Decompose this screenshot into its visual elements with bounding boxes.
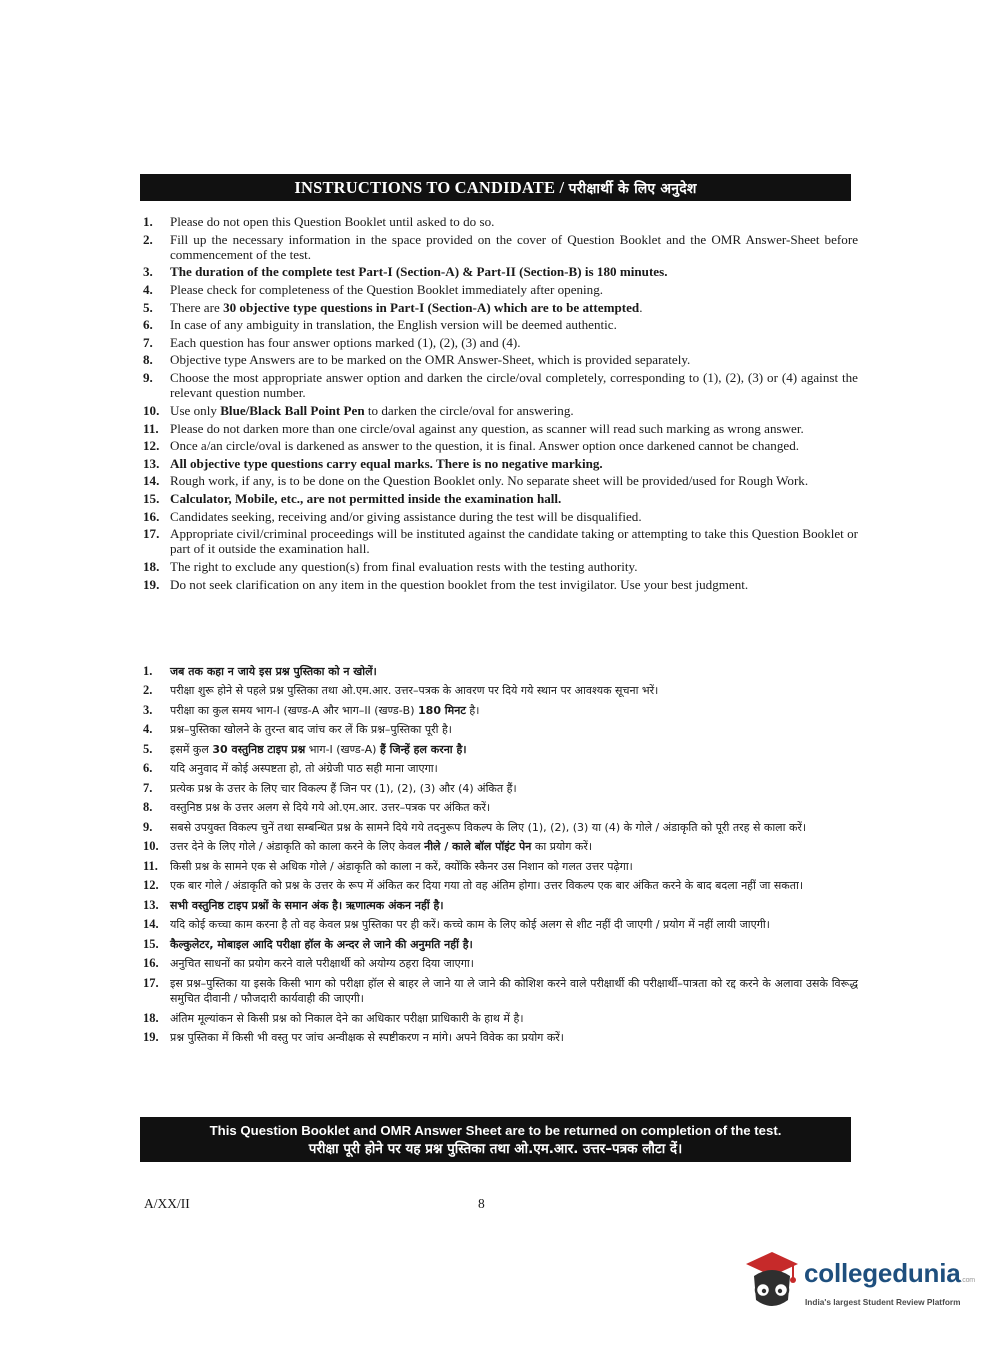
instruction-text-bold: जब तक कहा न जाये इस प्रश्न पुस्तिका को न खोलें।	[170, 665, 377, 678]
instruction-text	[170, 232, 858, 263]
instruction-text-bold: The duration of the complete test Part-I (Section-A) & Part-II (Section-B) is 180 minutes.	[170, 264, 668, 280]
instruction-text	[170, 526, 858, 557]
instruction-number: 9.	[143, 819, 153, 834]
instruction-number: 13.	[143, 897, 159, 912]
instruction-text-segment: प्रश्न–पुस्तिका खोलने के तुरन्त बाद जांच कर लें कि प्रश्न–पुस्तिका पूरी है।	[170, 723, 452, 737]
instructions-header	[140, 174, 851, 201]
instruction-item	[143, 703, 858, 719]
instruction-number: 15.	[143, 490, 160, 506]
instruction-text-segment: इस प्रश्न–पुस्तिका या इसके किसी भाग को परीक्षा हॉल से बाहर ले जाने या ले जाने की कोशिश करने वाले परीक्षार्थी की परीक्षार्थी–पात्रता को रद्द करने के अलावा उसके विरूद्ध समुचित दीवानी / फौजदारी कार्यवाही की जाएगी।	[170, 976, 858, 1006]
instruction-text	[170, 1011, 858, 1027]
instruction-number: 6.	[143, 761, 153, 776]
instruction-text-segment: Please do not open this Question Booklet until asked to do so.	[170, 214, 495, 229]
instruction-item	[143, 282, 858, 297]
instruction-text	[170, 898, 858, 914]
instruction-text	[170, 859, 858, 875]
instruction-number: 3.	[143, 702, 153, 717]
instruction-text-bold: हैं जिन्हें हल करना है।	[379, 742, 467, 756]
instruction-text-bold: कैल्कुलेटर, मोबाइल आदि परीक्षा हॉल के अन्दर ले जाने की अनुमति नहीं है।	[170, 937, 473, 951]
instruction-item	[143, 878, 858, 894]
instruction-item	[143, 839, 858, 855]
instruction-number: 19.	[143, 1030, 159, 1045]
instruction-text	[170, 421, 858, 436]
instruction-text	[170, 664, 858, 680]
instruction-number: 11.	[143, 858, 158, 873]
instruction-number: 8.	[143, 352, 153, 368]
instruction-text	[170, 456, 858, 471]
header-separator: /	[555, 178, 569, 197]
instruction-item	[143, 317, 858, 332]
instruction-text	[170, 300, 858, 315]
instruction-number: 2.	[143, 683, 153, 698]
instruction-text-bold: All objective type questions carry equal marks. There is no negative marking.	[170, 455, 603, 471]
collegedunia-logo	[742, 1250, 975, 1316]
instruction-text	[170, 559, 858, 574]
instruction-text	[170, 820, 858, 836]
instruction-text	[170, 473, 858, 488]
instruction-number: 17.	[143, 526, 160, 542]
instruction-item	[143, 683, 858, 699]
instruction-number: 5.	[143, 299, 153, 315]
instruction-text-segment: का प्रयोग करें।	[531, 840, 593, 854]
instruction-text-bold: 180 मिनट	[418, 703, 466, 717]
brand-wordmark	[804, 1258, 975, 1289]
instruction-text-segment: Choose the most appropriate answer option and darken the circle/oval completely, corresponding to (1), (2), (3) or (4) against the relevant question number.	[170, 370, 858, 401]
instruction-text-segment: परीक्षा का कुल समय भाग-I (खण्ड-A और भाग–II (खण्ड-B)	[170, 703, 419, 717]
instruction-number: 18.	[143, 558, 160, 574]
header-title-hi: परीक्षार्थी के लिए अनुदेश	[568, 181, 697, 197]
instruction-item	[143, 859, 858, 875]
instruction-number: 13.	[143, 455, 160, 471]
instruction-text	[170, 335, 858, 350]
instruction-text-segment: प्रश्न पुस्तिका में किसी भी वस्तु पर जांच अन्वीक्षक से स्पष्टीकरण न मांगे। अपने विवेक का प्रयोग करें।	[170, 1031, 564, 1045]
instruction-text	[170, 352, 858, 367]
instruction-item	[143, 781, 858, 797]
instruction-text-segment: There are	[170, 299, 224, 315]
instruction-item	[143, 976, 858, 1007]
instruction-item	[143, 577, 858, 592]
instruction-number: 7.	[143, 334, 153, 350]
instruction-number: 12.	[143, 878, 159, 893]
instruction-text	[170, 491, 858, 506]
instruction-item	[143, 438, 858, 453]
instruction-text-bold: 30 वस्तुनिष्ठ टाइप प्रश्न	[212, 742, 306, 756]
instruction-number: 1.	[143, 214, 153, 229]
instruction-item	[143, 1030, 858, 1046]
instruction-text-segment: The right to exclude any question(s) from final evaluation rests with the testing authority.	[170, 558, 638, 574]
instructions-hindi	[143, 664, 858, 1050]
return-notice	[140, 1117, 851, 1162]
instruction-number: 7.	[143, 780, 153, 795]
instruction-item	[143, 421, 858, 436]
instruction-text	[170, 703, 858, 719]
instruction-text	[170, 878, 858, 894]
instruction-text	[170, 742, 858, 758]
instruction-number: 5.	[143, 741, 153, 756]
instruction-number: 1.	[143, 664, 153, 678]
instruction-text	[170, 839, 858, 855]
instruction-item	[143, 300, 858, 315]
instruction-text-segment: Objective type Answers are to be marked on the OMR Answer-Sheet, which is provided separately.	[170, 352, 691, 368]
instruction-item	[143, 820, 858, 836]
instruction-item	[143, 509, 858, 524]
instruction-number: 14.	[143, 917, 159, 932]
instruction-text-segment: Please do not darken more than one circle/oval against any question, as scanner will read such marking as wrong answer.	[170, 420, 804, 436]
instruction-text-bold: 30 objective type questions in Part-I (Section-A) which are to be attempted	[223, 299, 640, 315]
instruction-text	[170, 917, 858, 933]
instruction-item	[143, 352, 858, 367]
instruction-item	[143, 1011, 858, 1027]
paper-code: A/XX/II	[144, 1196, 190, 1211]
header-title-en: INSTRUCTIONS TO CANDIDATE	[294, 178, 556, 197]
instruction-text-segment: Each question has four answer options marked (1), (2), (3) and (4).	[170, 334, 521, 350]
instruction-number: 16.	[143, 956, 159, 971]
brand-name: collegedunia	[804, 1258, 961, 1288]
instruction-number: 6.	[143, 317, 153, 333]
instruction-text-segment: है।	[465, 703, 480, 717]
instruction-text-segment: Please check for completeness of the Question Booklet immediately after opening.	[170, 282, 604, 298]
instruction-number: 14.	[143, 473, 160, 489]
instruction-number: 10.	[143, 839, 159, 854]
instruction-item	[143, 335, 858, 350]
instruction-text-segment: किसी प्रश्न के सामने एक से अधिक गोले / अंडाकृति को काला न करें, क्योंकि स्कैनर उस निशान को गलत उत्तर पढ़ेगा।	[170, 859, 633, 873]
instruction-text-bold: नीले / काले बॉल पॉइंट पेन	[424, 840, 532, 854]
instruction-item	[143, 491, 858, 506]
instruction-text-segment: एक बार गोले / अंडाकृति को प्रश्न के उत्तर के रूप में अंकित कर दिया गया तो वह अंतिम होगा। उत्तर विकल्प एक बार अंकित करने के बाद बदला नहीं जा सकता।	[170, 879, 804, 893]
instruction-text-bold: Blue/Black Ball Point Pen	[220, 402, 365, 418]
instruction-number: 12.	[143, 438, 160, 454]
instruction-text-segment: यदि कोई कच्चा काम करना है तो वह केवल प्रश्न पुस्तिका पर ही करें। कच्चे काम के लिए कोई अलग से शीट नहीं दी जाएगी / प्रयोग में नहीं लायी जाएगी।	[170, 918, 770, 932]
instruction-text	[170, 214, 858, 229]
instruction-item	[143, 232, 858, 263]
instruction-text-segment: वस्तुनिष्ठ प्रश्न के उत्तर अलग से दिये गये ओ.एम.आर. उत्तर–पत्रक पर अंकित करें।	[170, 801, 491, 815]
instruction-number: 16.	[143, 508, 160, 524]
instruction-number: 9.	[143, 370, 153, 386]
instruction-text-segment: अंतिम मूल्यांकन से किसी प्रश्न को निकाल देने का अधिकार परीक्षा प्राधिकारी के हाथ में है।	[170, 1011, 524, 1025]
instruction-text-segment: सबसे उपयुक्त विकल्प चुनें तथा सम्बन्धित प्रश्न के सामने दिये गये तदनुरूप विकल्प के लिए (1), (2), (3) या (4) के गोले / अंडाकृति को पूरी तरह से काला करें।	[170, 820, 807, 834]
instruction-text-segment: भाग-I (खण्ड-A)	[305, 742, 380, 756]
instruction-text-segment: In case of any ambiguity in translation, the English version will be deemed authentic.	[170, 317, 617, 333]
instruction-text	[170, 781, 858, 797]
instruction-item	[143, 722, 858, 738]
instruction-item	[143, 742, 858, 758]
instruction-item	[143, 898, 858, 914]
instruction-text-segment: Appropriate civil/criminal proceedings will be instituted against the candidate taking or attempting to take this Question Booklet or part of it outside the examination hall.	[170, 526, 858, 557]
instruction-text-bold: सभी वस्तुनिष्ठ टाइप प्रश्नों के समान अंक है। ऋणात्मक अंकन नहीं है।	[170, 898, 444, 912]
brand-suffix: .com	[960, 1277, 975, 1284]
instruction-item	[143, 456, 858, 471]
instruction-text-segment: Use only	[170, 402, 221, 418]
instruction-text-segment: Do not seek clarification on any item in the question booklet from the test invigilator. Use your best judgment.	[170, 576, 749, 592]
instruction-text	[170, 509, 858, 524]
instructions-english	[143, 214, 858, 594]
instruction-text-segment: to darken the circle/oval for answering.	[364, 402, 574, 418]
instruction-number: 18.	[143, 1010, 159, 1025]
instruction-text	[170, 370, 858, 401]
instruction-item	[143, 956, 858, 972]
instruction-text-segment: Candidates seeking, receiving and/or giving assistance during the test will be disqualified.	[170, 508, 642, 524]
instruction-text	[170, 976, 858, 1007]
instruction-text	[170, 403, 858, 418]
instruction-text-segment: यदि अनुवाद में कोई अस्पष्टता हो, तो अंग्रेजी पाठ सही माना जाएगा।	[170, 762, 438, 776]
instruction-item	[143, 761, 858, 777]
return-notice-en: This Question Booklet and OMR Answer Sheet are to be returned on completion of the test.	[209, 1123, 782, 1138]
instruction-text-segment: इसमें कुल	[170, 742, 213, 756]
instruction-item	[143, 664, 858, 680]
instruction-item	[143, 214, 858, 229]
page-number: 8	[478, 1196, 485, 1211]
instruction-number: 2.	[143, 231, 153, 247]
instruction-item	[143, 937, 858, 953]
instruction-item	[143, 917, 858, 933]
instruction-text-segment: .	[639, 299, 643, 315]
instruction-text	[170, 1030, 858, 1046]
instruction-number: 17.	[143, 975, 159, 990]
instruction-text	[170, 800, 858, 816]
instruction-text-segment: Fill up the necessary information in the space provided on the cover of Question Booklet and the OMR Answer-Sheet before commencement of the test.	[170, 231, 858, 262]
instruction-number: 19.	[143, 576, 160, 592]
instruction-text	[170, 937, 858, 953]
instruction-number: 10.	[143, 402, 160, 418]
instruction-number: 11.	[143, 420, 159, 436]
instruction-item	[143, 800, 858, 816]
instruction-number: 8.	[143, 800, 153, 815]
instruction-number: 4.	[143, 722, 153, 737]
instruction-text	[170, 264, 858, 279]
instruction-item	[143, 370, 858, 401]
instruction-item	[143, 403, 858, 418]
instruction-text-bold: Calculator, Mobile, etc., are not permitted inside the examination hall.	[170, 490, 562, 506]
instruction-text-segment: अनुचित साधनों का प्रयोग करने वाले परीक्षार्थी को अयोग्य ठहरा दिया जाएगा।	[170, 957, 474, 971]
instruction-item	[143, 559, 858, 574]
instruction-text	[170, 438, 858, 453]
instruction-text	[170, 956, 858, 972]
instruction-text	[170, 577, 858, 592]
instruction-item	[143, 526, 858, 557]
instruction-text-segment: परीक्षा शुरू होने से पहले प्रश्न पुस्तिका तथा ओ.एम.आर. उत्तर–पत्रक के आवरण पर दिये गये स्थान पर आवश्यक सूचना भरें।	[170, 684, 659, 698]
instruction-number: 15.	[143, 936, 159, 951]
instruction-text	[170, 722, 858, 738]
instruction-text	[170, 683, 858, 699]
instruction-item	[143, 264, 858, 279]
return-notice-hi: परीक्षा पूरी होने पर यह प्रश्न पुस्तिका तथा ओ.एम.आर. उत्तर–पत्रक लौटा दें।	[308, 1141, 683, 1157]
instruction-text-segment: Rough work, if any, is to be done on the Question Booklet only. No separate sheet will be provided/used for Rough Work.	[170, 473, 809, 489]
instruction-text	[170, 317, 858, 332]
instruction-number: 3.	[143, 264, 153, 280]
instruction-text	[170, 761, 858, 777]
instruction-text-segment: प्रत्येक प्रश्न के उत्तर के लिए चार विकल्प हैं जिन पर (1), (2), (3) और (4) अंकित हैं।	[170, 781, 517, 795]
instruction-text-segment: उत्तर देने के लिए गोले / अंडाकृति को काला करने के लिए केवल	[170, 840, 425, 854]
brand-tagline: India's largest Student Review Platform	[805, 1297, 961, 1307]
instruction-text	[170, 282, 858, 297]
instruction-text-segment: Once a/an circle/oval is darkened as answer to the question, it is final. Answer option once darkened cannot be changed.	[170, 438, 800, 454]
instruction-item	[143, 473, 858, 488]
mascot-icon	[742, 1250, 802, 1314]
instruction-number: 4.	[143, 282, 153, 298]
